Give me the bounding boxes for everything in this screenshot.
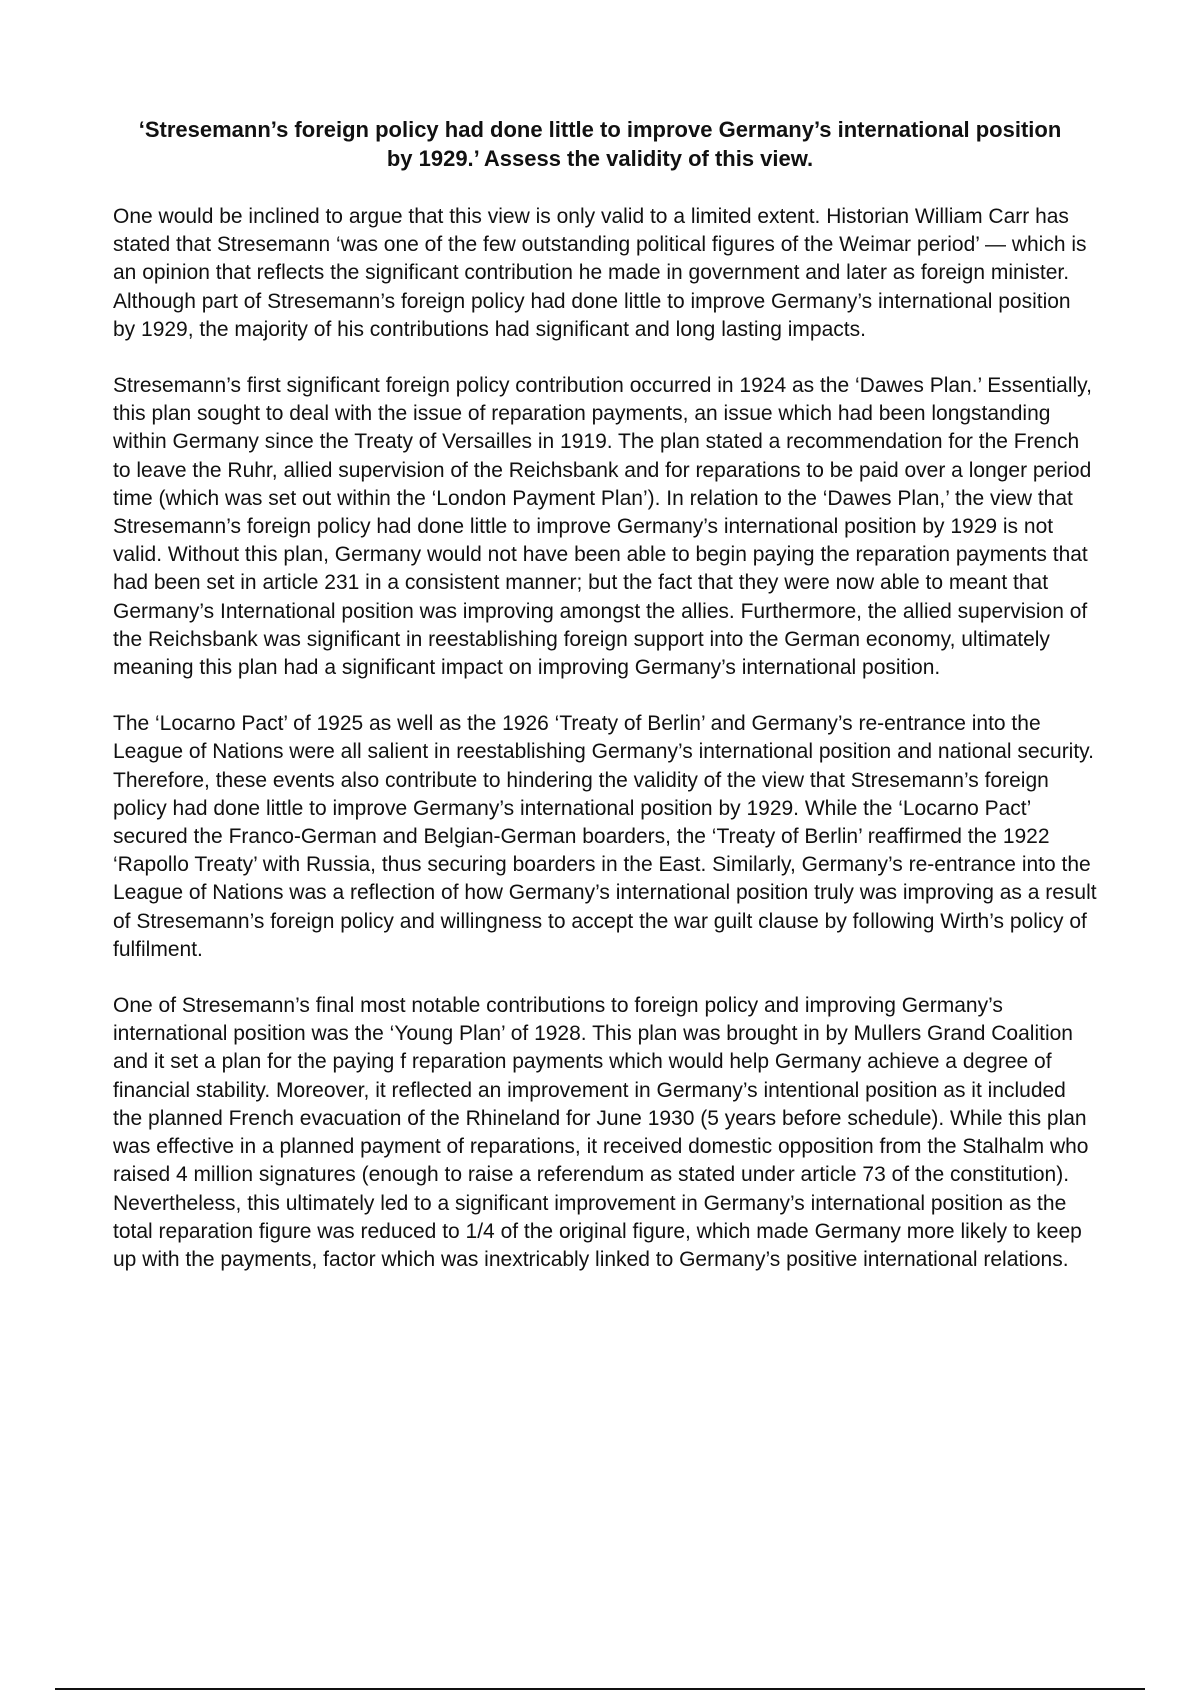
paragraph-young-plan: One of Stresemann’s final most notable contributions to foreign policy and improving Germany’s international position was the ‘Young Plan’ of 1928. This plan was brought in by Mullers Grand Coalition and it set a plan for the paying f reparation payments which would help Germany achieve a degree of financial stability. Moreover, it reflected an improvement in Germany’s intentional position as it included the planned French evacuation of the Rhineland for June 1930 (5 years before schedule). While this plan was effective in a planned payment of reparations, it received domestic opposition from the Stalhalm who raised 4 million signatures (enough to raise a referendum as stated under article 73 of the constitution). Nevertheless, this ultimately led to a significant improvement in Germany’s international position as the total reparation figure was reduced to 1/4 of the original figure, which made Germany more likely to keep up with the payments, factor which was inextricably linked to Germany’s positive international relations. [113,994,1089,1271]
paragraph-dawes-plan: Stresemann’s first significant foreign policy contribution occurred in 1924 as the ‘Dawes Plan.’ Essentially, this plan sought to deal with the issue of reparation payments, an issue which had been longstanding within Germany since the Treaty of Versailles in 1919. The plan stated a recommendation for the French to leave the Ruhr, allied supervision of the Reichsbank and for reparations to be paid over a longer period time (which was set out within the ‘London Payment Plan’). In relation to the ‘Dawes Plan,’ the view that Stresemann’s foreign policy had done little to improve Germany’s international position by 1929 is not valid. Without this plan, Germany would not have been able to begin paying the reparation payments that had been set in article 231 in a consistent manner; but the fact that they were now able to meant that Germany’s International position was improving amongst the allies. Furthermore, the allied supervision of the Reichsbank was significant in reestablishing foreign support into the German economy, ultimately meaning this plan had a significant impact on improving Germany’s international position. [113,374,1092,680]
essay-body [113,203,1098,1302]
footer-divider [55,1688,1145,1690]
essay-title: ‘Stresemann’s foreign policy had done little to improve Germany’s international position by 1929.’ Assess the validity of this view. [138,117,1062,171]
paragraph-locarno-pact: The ‘Locarno Pact’ of 1925 as well as the 1926 ‘Treaty of Berlin’ and Germany’s re-entrance into the League of Nations were all salient in reestablishing Germany’s international position and national security. Therefore, these events also contribute to hindering the validity of the view that Stresemann’s foreign policy had done little to improve Germany’s international position by 1929. While the ‘Locarno Pact’ secured the Franco-German and Belgian-German boarders, the ‘Treaty of Berlin’ reaffirmed the 1922 ‘Rapollo Treaty’ with Russia, thus securing boarders in the East. Similarly, Germany’s re-entrance into the League of Nations was a reflection of how Germany’s international position truly was improving as a result of Stresemann’s foreign policy and willingness to accept the war guilt clause by following Wirth’s policy of fulfilment. [113,712,1097,961]
paragraph-intro: One would be inclined to argue that this view is only valid to a limited extent. Historian William Carr has stated that Stresemann ‘was one of the few outstanding political figures of the Weimar period’ — which is an opinion that reflects the significant contribution he made in government and later as foreign minister. Although part of Stresemann’s foreign policy had done little to improve Germany’s international position by 1929, the majority of his contributions had significant and long lasting impacts. [113,205,1087,341]
